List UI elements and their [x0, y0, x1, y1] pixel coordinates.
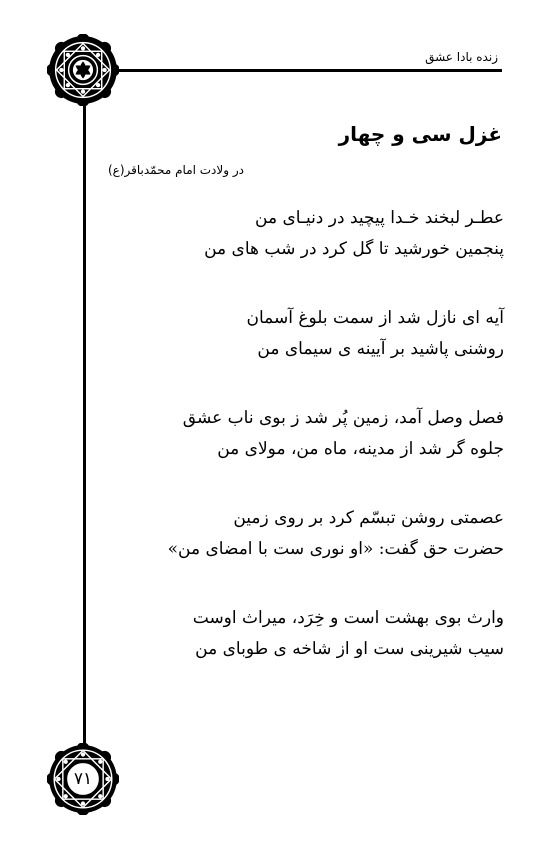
poem-title: غزل سی و چهار	[338, 122, 502, 146]
verse-line: وارث بوی بهشت است و خِرَد، میراث اوست	[192, 608, 504, 628]
couplet	[144, 203, 504, 265]
page-border-vertical	[83, 70, 86, 780]
verse-line: سیب شیرینی ست او از شاخه ی طوبای من	[195, 639, 504, 659]
verse-line: فصل وصل آمد، زمین پُر شد ز بوی ناب عشق	[182, 408, 504, 428]
couplet	[144, 503, 504, 565]
verse-line: آیه ای نازل شد از سمت بلوغ آسمان	[246, 308, 504, 328]
verse-line: پنجمین خورشید تا گل کرد در شب های من	[204, 239, 504, 259]
ornament-top-icon	[47, 34, 119, 106]
verse-line: عطـر لبخند خـدا پیچید در دنیـای من	[255, 208, 504, 228]
verse-line: عصمتی روشن تبسّم کرد بر روی زمین	[233, 508, 504, 528]
running-head: زنده بادا عشق	[425, 50, 498, 64]
poem-body	[144, 203, 504, 703]
couplet	[144, 303, 504, 365]
couplet	[144, 403, 504, 465]
page-number: ۷۱	[73, 769, 93, 789]
verse-line: حضرت حق گفت: «او نوری ست با امضای من»	[167, 539, 504, 559]
poem-dedication: در ولادت امام محمّدباقر(ع)	[108, 163, 244, 177]
verse-line: جلوه گر شد از مدینه، ماه من، مولای من	[217, 439, 504, 459]
verse-line: روشنی پاشید بر آیینه ی سیمای من	[257, 339, 504, 359]
page-border-horizontal	[83, 69, 502, 72]
couplet	[144, 603, 504, 665]
